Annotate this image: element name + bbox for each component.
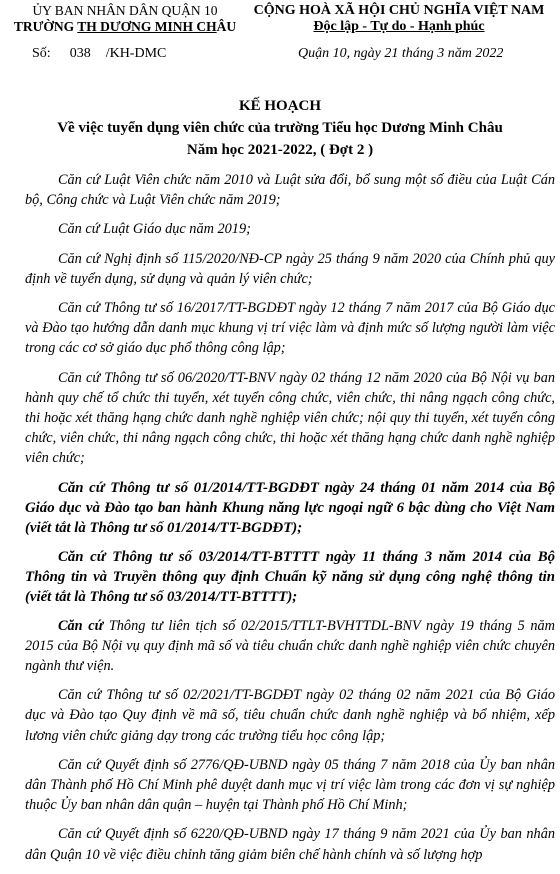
paragraph-1: Căn cứ Luật Viên chức năm 2010 và Luật sửa đổi, bổ sung một số điều của Luật Cán bộ, Công chức và Luật Viên chức năm 2019;	[25, 172, 555, 209]
paragraph-4: Căn cứ Thông tư số 16/2017/TT-BGDĐT ngày 12 tháng 7 năm 2017 của Bộ Giáo dục và Đào tạo hướng dẫn danh mục khung vị trí việc làm và định mức số lượng người làm việc trong các cơ sở giáo dục phổ thông công lập;	[25, 300, 555, 357]
paragraph-8-lead: Căn cứ	[58, 617, 104, 634]
paragraph-2: Căn cứ Luật Giáo dục năm 2019;	[58, 221, 251, 238]
paragraph-9: Căn cứ Thông tư số 02/2021/TT-BGDĐT ngày 02 tháng 02 năm 2021 của Bộ Giáo dục và Đào tạo Quy định về mã số, tiêu chuẩn chức danh nghề nghiệp và bổ nhiệm, xếp lương viên chức giảng dạy trong các trường tiểu học công lập;	[25, 687, 555, 744]
document-number	[32, 46, 166, 62]
issuing-organization	[10, 3, 240, 35]
document-body	[25, 170, 555, 874]
paragraph-6: Căn cứ Thông tư số 01/2014/TT-BGDĐT ngày 24 tháng 01 năm 2014 của Bộ Giáo dục và Đào tạo ban hành Khung năng lực ngoại ngữ 6 bậc dùng cho Việt Nam (viết tắt là Thông tư số 01/2014/TT-BGDĐT);	[25, 479, 555, 536]
nation-line-2: Độc lập - Tự do - Hạnh phúc	[313, 19, 485, 34]
nation-line-1: CỘNG HOÀ XÃ HỘI CHỦ NGHĨA VIỆT NAM	[253, 3, 545, 18]
org-line-1: ỦY BAN NHÂN DÂN QUẬN 10	[32, 3, 218, 18]
doc-number-label: Số:	[32, 46, 51, 61]
paragraph-8	[25, 616, 555, 677]
org-line-2-underlined: TH DƯƠNG MINH CH	[77, 19, 217, 34]
paragraph-5: Căn cứ Thông tư số 06/2020/TT-BNV ngày 02 tháng 12 năm 2020 của Bộ Nội vụ ban hành quy chế tổ chức thi tuyển, xét tuyển công chức, viên chức, thi nâng ngạch công chức, thi hoặc xét thăng hạng chức danh nghề nghiệp viên chức; nội quy thi tuyển, xét tuyển công chức, viên chức, thi nâng ngạch công chức, thi hoặc xét thăng hạng chức danh nghề nghiệp viên chức;	[25, 369, 555, 467]
national-motto	[240, 3, 558, 35]
document-title: KẾ HOẠCH	[238, 98, 322, 114]
org-line-2-suffix: ÂU	[216, 19, 237, 34]
paragraph-3: Căn cứ Nghị định số 115/2020/NĐ-CP ngày 25 tháng 9 năm 2020 của Chính phủ quy định về tuyển dụng, sử dụng và quản lý viên chức;	[25, 250, 555, 287]
org-line-2-prefix: TRƯỜNG	[13, 19, 78, 34]
document-subtitle: Về việc tuyển dụng viên chức của trường Tiểu học Dương Minh Châu	[57, 120, 503, 136]
document-year: Năm học 2021-2022, ( Đợt 2 )	[186, 142, 374, 158]
org-line-2	[10, 19, 240, 35]
paragraph-7: Căn cứ Thông tư số 03/2014/TT-BTTTT ngày 11 tháng 3 năm 2014 của Bộ Thông tin và Truyền thông quy định Chuẩn kỹ năng sử dụng công nghệ thông tin (viết tắt là Thông tư số 03/2014/TT-BTTTT);	[25, 548, 555, 605]
paragraph-10: Căn cứ Quyết định số 2776/QĐ-UBND ngày 05 tháng 7 năm 2018 của Ủy ban nhân dân Thành phố Hồ Chí Minh phê duyệt danh mục vị trí việc làm trong các đơn vị sự nghiệp thuộc Ủy ban nhân dân quận – huyện tại Thành phố Hồ Chí Minh;	[25, 756, 555, 814]
doc-number-value: 038	[69, 46, 91, 61]
paragraph-11: Căn cứ Quyết định số 6220/QĐ-UBND ngày 17 tháng 9 năm 2021 của Ủy ban nhân dân Quận 10 về việc điều chỉnh tăng giảm biên chế hành chính và số lượng hợp	[25, 826, 555, 863]
date-line: Quận 10, ngày 21 tháng 3 năm 2022	[298, 46, 504, 61]
doc-number-code: /KH-DMC	[105, 46, 167, 61]
paragraph-8-text: Thông tư liên tịch số 02/2015/TTLT-BVHTTDL-BNV ngày 19 tháng 5 năm 2015 của Bộ Nội vụ quy định mã số và tiêu chuẩn chức danh nghề nghiệp viên chức chuyên ngành thư viện.	[25, 617, 556, 675]
